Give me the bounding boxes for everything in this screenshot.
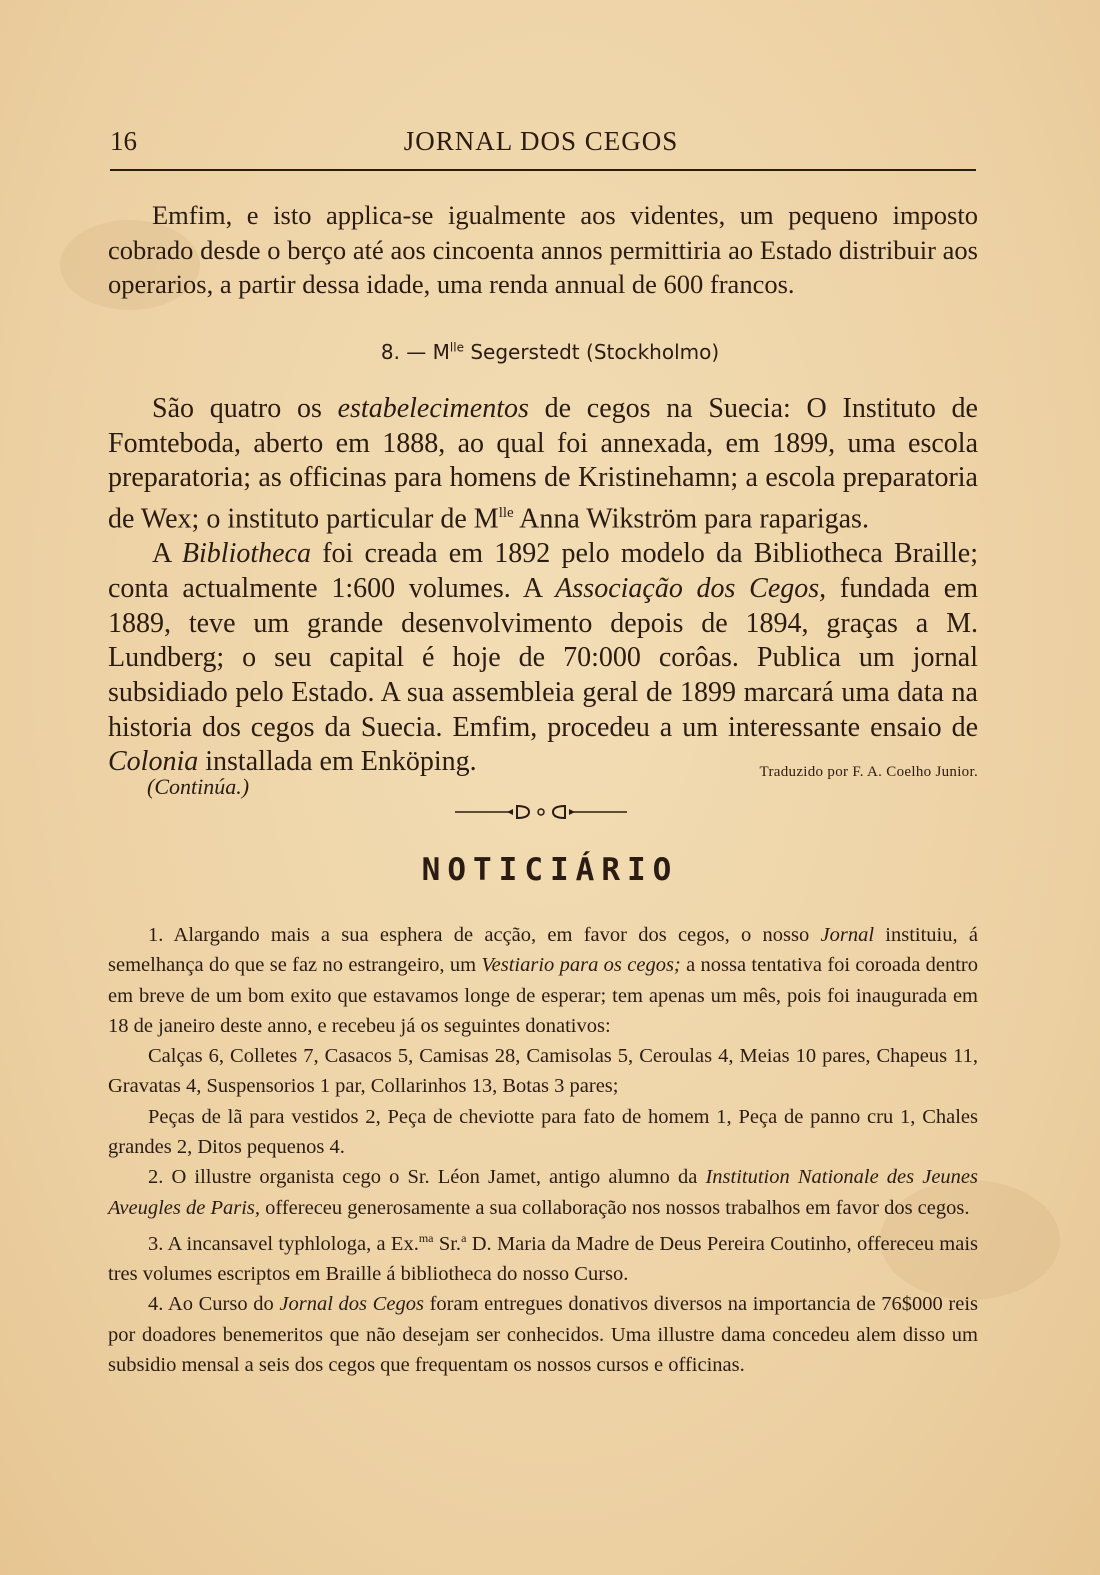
text-run: installada em Enköping. xyxy=(198,746,477,778)
italic-run: Jornal xyxy=(820,924,875,946)
article-heading-number: 8. — M xyxy=(380,340,450,364)
article-paragraph-1 xyxy=(108,392,978,537)
news-section xyxy=(108,920,978,1380)
text-run: foram entregues donativos diversos na importancia de 76$000 reis por doadores benemeritos que não desejam ser conhecidos. Uma illustre dama concedeu alem disso um subsidio mensal a seis dos cegos que frequentam os nossos cursos e officinas. xyxy=(108,1293,978,1376)
page-number: 16 xyxy=(110,126,137,156)
text-run: São quatro os xyxy=(152,393,338,424)
italic-run: Vestiario para os cegos; xyxy=(481,954,681,977)
translator-credit: Traduzido por F. A. Coelho Junior. xyxy=(759,764,978,781)
article-heading xyxy=(0,340,1100,364)
running-title: JORNAL DOS CEGOS xyxy=(403,126,679,156)
news-item-2 xyxy=(108,1162,978,1223)
italic-run: Jornal dos Cegos xyxy=(279,1293,424,1316)
text-run: 3. A incansavel typhlologa, a Ex. xyxy=(148,1232,419,1255)
text-run: foi creada em 1892 pelo modelo da Bibliotheca Braille; conta actualmente 1:600 volumes. A xyxy=(108,538,978,604)
text-run: Anna Wikström para raparigas. xyxy=(513,503,869,535)
article-paragraph-2 xyxy=(108,537,978,780)
news-item-3 xyxy=(108,1223,978,1289)
text-run: Sr. xyxy=(433,1232,462,1255)
donation-list-2: Peças de lã para vestidos 2, Peça de cheviotte para fato de homem 1, Peça de panno cru 1, Chales grandes 2, Ditos pequenos 4. xyxy=(108,1105,978,1159)
text-run: D. Maria da Madre de Deus Pereira Coutinho, offereceu mais tres volumes escriptos em Braille á bibliotheca do nosso Curso. xyxy=(108,1232,978,1286)
donation-list-1: Calças 6, Colletes 7, Casacos 5, Camisas 28, Camisolas 5, Ceroulas 4, Meias 10 pares, Chapeus 11, Gravatas 4, Suspensorios 1 par, Collarinhos 13, Botas 3 pares; xyxy=(108,1045,978,1098)
italic-run: Bibliotheca xyxy=(181,538,311,570)
text-run: 4. Ao Curso do xyxy=(148,1293,280,1316)
text-run: de cegos na Suecia: O Instituto de Fomteboda, aberto em 1888, ao qual foi annexada, em 1899, uma escola preparatoria; as officinas para homens de Kristinehamn; a escola preparatoria de Wex; o instituto particular de M xyxy=(108,393,978,535)
news-item-1 xyxy=(108,920,978,1041)
text-run: fundada em 1889, teve um grande desenvolvimento depois de 1894, graças a M. Lundberg; o seu capital é hoje de 70:000 corôas. Publica um jornal subsidiado pelo Estado. A sua assembleia geral de 1899 marcará uma data na historia dos cegos da Suecia. Emfim, procedeu a um interessante ensaio de xyxy=(108,572,978,743)
article-body xyxy=(108,392,978,790)
text-run: instituiu, á semelhança do que se faz no estrangeiro, um xyxy=(108,924,978,977)
superscript: a xyxy=(461,1230,467,1245)
section-title: NOTICIÁRIO xyxy=(421,852,679,888)
header-rule xyxy=(110,169,976,171)
article-heading-superscript: lle xyxy=(449,340,464,355)
italic-run: Institution Nationale des Jeunes Aveugles de Paris, xyxy=(108,1166,978,1219)
text-run: 2. O illustre organista cego o Sr. Léon Jamet, antigo alumno da xyxy=(148,1166,706,1189)
italic-run: Colonia xyxy=(108,746,199,778)
article-heading-author: Segerstedt (Stockholmo) xyxy=(463,340,720,364)
intro-text: Emfim, e isto applica-se igualmente aos videntes, um pequeno imposto cobrado desde o berço até aos cincoenta annos permittiria ao Estado distribuir aos operarios, a partir dessa idade, uma renda annual de 600 francos. xyxy=(108,200,978,299)
intro-paragraph xyxy=(108,198,978,302)
text-run: A xyxy=(152,538,182,570)
text-run: 1. Alargando mais a sua esphera de acção, em favor dos cegos, o nosso xyxy=(148,924,821,946)
superscript: ma xyxy=(418,1230,434,1245)
text-run: a nossa tentativa foi coroada dentro em breve de um bom exito que estavamos longe de esperar; tem apenas um mês, pois foi inaugurada em 18 de janeiro deste anno, e recebeu já os seguintes donativos: xyxy=(108,954,979,1037)
continued-note: (Continúa.) xyxy=(147,774,250,799)
page-header xyxy=(108,126,974,166)
superscript: lle xyxy=(498,505,514,522)
italic-run: Associação dos Cegos, xyxy=(555,572,827,604)
text-run: offereceu generosamente a sua collaboração nos nossos trabalhos em favor dos cegos. xyxy=(260,1196,970,1219)
ornament-divider xyxy=(455,800,627,824)
news-item-4 xyxy=(108,1289,978,1380)
italic-run: estabelecimentos xyxy=(337,393,529,424)
